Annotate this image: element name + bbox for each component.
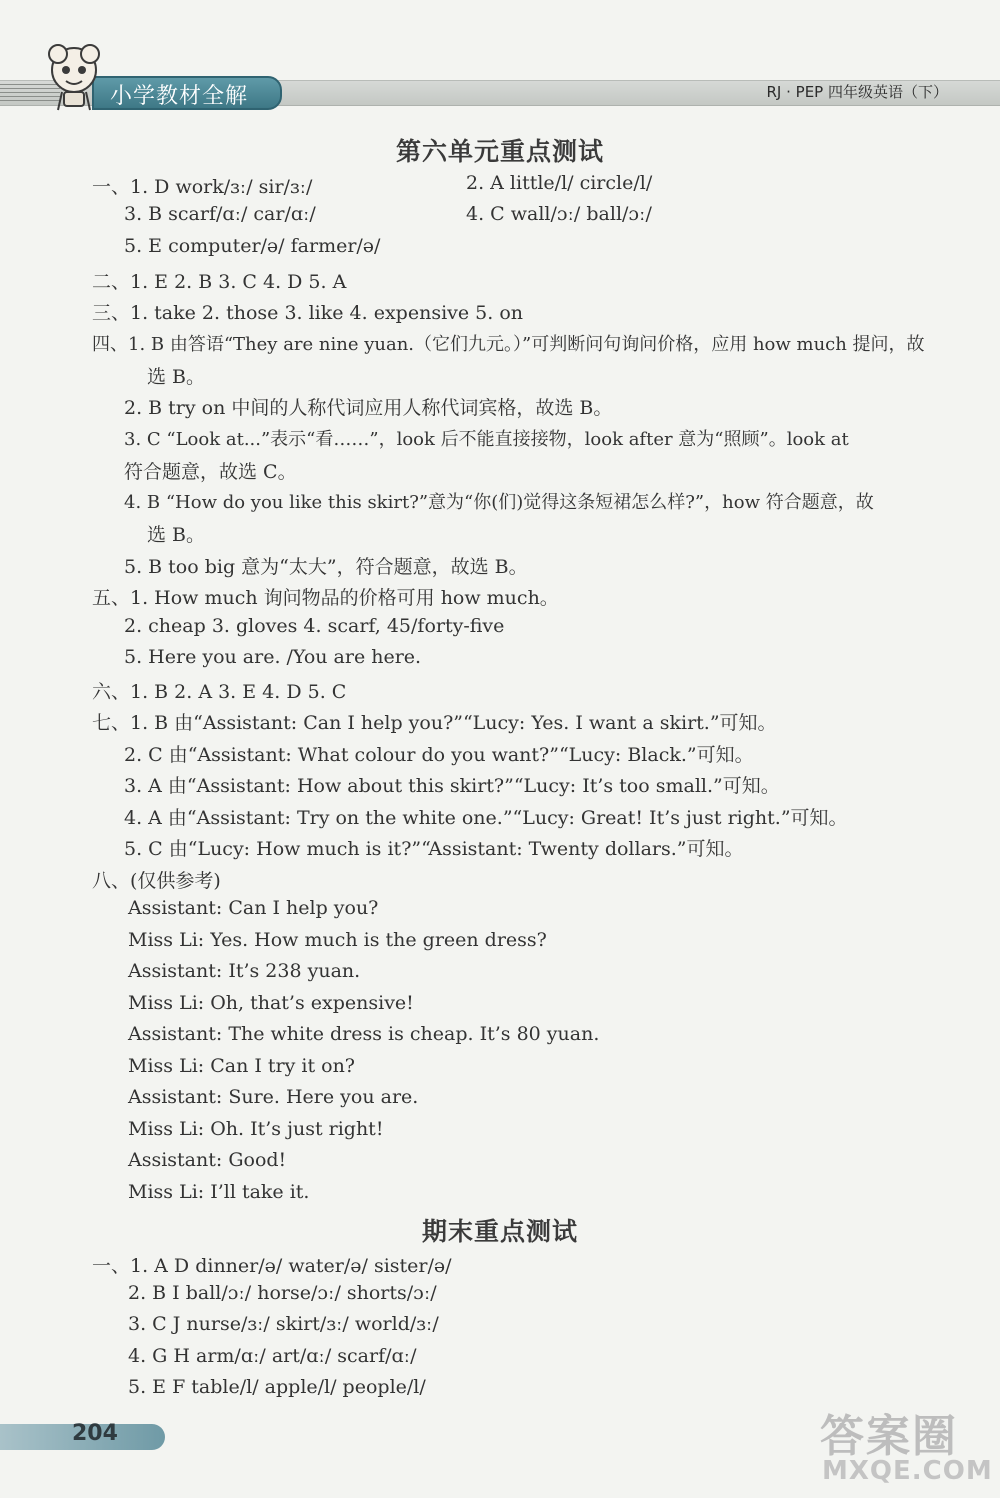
dialogue-line: Miss Li: Yes. How much is the green dress? <box>128 929 547 951</box>
answer-line: 七、1. B 由“Assistant: Can I help you?”“Lucy: Yes. I want a skirt.”可知。 <box>92 712 777 734</box>
answer-line: 一、1. A D dinner/ə/ water/ə/ sister/ə/ <box>92 1255 452 1277</box>
answer-line: 4. B “How do you like this skirt?”意为“你(们)觉得这条短裙怎么样?”，how 符合题意，故 <box>124 492 874 513</box>
dialogue-line: Miss Li: Oh. It’s just right! <box>128 1118 384 1140</box>
answer-line: 5. E computer/ə/ farmer/ə/ <box>124 235 381 257</box>
answer-line: 2. B try on 中间的人称代词应用人称代词宾格，故选 B。 <box>124 397 613 419</box>
answer-line: 4. G H arm/ɑː/ art/ɑː/ scarf/ɑː/ <box>128 1345 417 1367</box>
answer-line: 六、1. B 2. A 3. E 4. D 5. C <box>92 681 347 703</box>
answer-line: 2. C 由“Assistant: What colour do you want?”“Lucy: Black.”可知。 <box>124 744 754 766</box>
dialogue-line: Assistant: Sure. Here you are. <box>128 1086 419 1108</box>
answer-line: 二、1. E 2. B 3. C 4. D 5. A <box>92 271 347 293</box>
answer-line: 3. B scarf/ɑː/ car/ɑː/ <box>124 203 316 225</box>
answer-line: 5. Here you are. /You are here. <box>124 646 422 668</box>
answer-line: 2. A little/l/ circle/l/ <box>466 172 653 194</box>
answer-line: 3. C J nurse/ɜː/ skirt/ɜː/ world/ɜː/ <box>128 1313 439 1335</box>
logo-text: 小学教材全解 <box>110 84 249 109</box>
answer-line: 四、1. B 由答语“They are nine yuan.（它们九元。）”可判断问句询问价格，应用 how much 提问，故 <box>92 334 925 355</box>
answer-line: 5. B too big 意为“太大”，符合题意，故选 B。 <box>124 556 528 578</box>
answer-line: 3. C “Look at...”表示“看……”，look 后不能直接接物，look after 意为“照顾”。look at <box>124 429 849 450</box>
answer-line: 4. A 由“Assistant: Try on the white one.”“Lucy: Great! It’s just right.”可知。 <box>124 807 848 829</box>
answer-line: 4. C wall/ɔː/ ball/ɔː/ <box>466 203 652 225</box>
answer-line: 符合题意，故选 C。 <box>124 461 297 483</box>
page-number: 204 <box>72 1421 118 1446</box>
page-header <box>0 70 1000 112</box>
dialogue-line: Miss Li: Oh, that’s expensive! <box>128 992 414 1014</box>
answer-line: 5. E F table/l/ apple/l/ people/l/ <box>128 1376 426 1398</box>
dialogue-line: Miss Li: I’ll take it. <box>128 1181 310 1203</box>
dialogue-line: Assistant: Good! <box>128 1149 287 1171</box>
answer-line: 一、1. D work/ɜː/ sir/ɜː/ <box>92 176 313 198</box>
answer-line: 选 B。 <box>147 366 206 388</box>
dialogue-line: Assistant: Can I help you? <box>128 897 379 919</box>
watermark <box>820 1400 993 1490</box>
dialogue-line: Miss Li: Can I try it on? <box>128 1055 355 1077</box>
watermark-logo-text: 答案圈 <box>820 1411 958 1462</box>
answer-line: 2. B I ball/ɔː/ horse/ɔː/ shorts/ɔː/ <box>128 1282 437 1304</box>
answer-line: 三、1. take 2. those 3. like 4. expensive 5. on <box>92 302 524 324</box>
answer-line: 选 B。 <box>147 524 206 546</box>
answer-line: 3. A 由“Assistant: How about this skirt?”“Lucy: It’s too small.”可知。 <box>124 775 780 797</box>
answer-line: 八、(仅供参考) <box>92 870 221 892</box>
answer-line: 五、1. How much 询问物品的价格可用 how much。 <box>92 587 559 609</box>
answer-line: 5. C 由“Lucy: How much is it?”“Assistant: Twenty dollars.”可知。 <box>124 838 744 860</box>
section-title-unit6: 第六单元重点测试 <box>395 137 604 166</box>
dialogue-line: Assistant: It’s 238 yuan. <box>128 960 361 982</box>
mascot-icon <box>44 44 104 116</box>
answer-line: 2. cheap 3. gloves 4. scarf, 45/forty-five <box>124 615 505 637</box>
dialogue-line: Assistant: The white dress is cheap. It’s 80 yuan. <box>128 1023 600 1045</box>
watermark-url: MXQE.COM <box>822 1456 993 1486</box>
book-info: RJ · PEP 四年级英语（下） <box>766 83 948 101</box>
section-title-final: 期末重点测试 <box>421 1217 578 1246</box>
